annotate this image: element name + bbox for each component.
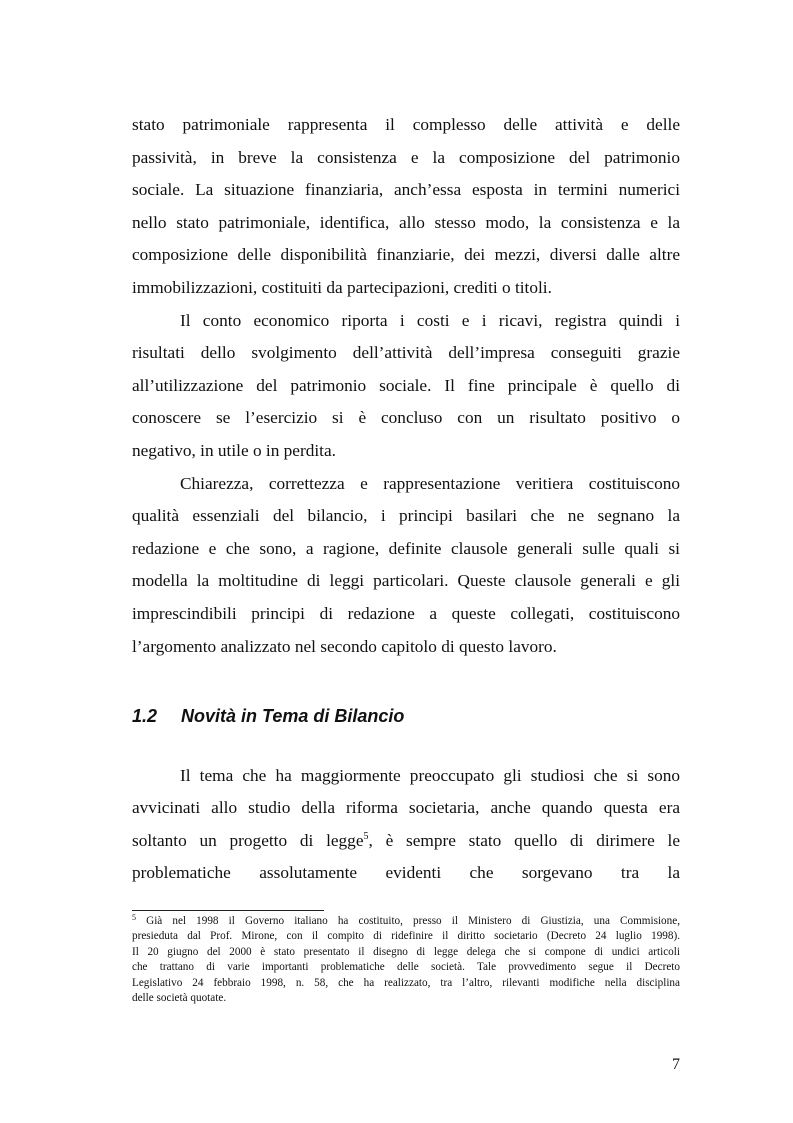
footnote-line [132, 914, 680, 929]
paragraph-1 [132, 109, 680, 305]
footnote-line: presieduta dal Prof. Mirone, con il compito di ridefinire il diritto societario (Decreto 24 luglio 1998). [132, 930, 680, 943]
page-number: 7 [672, 1056, 680, 1073]
paragraph-line: Chiarezza, correttezza e rappresentazione veritiera costituiscono [180, 473, 680, 493]
footnote-reference[interactable]: 5 [363, 830, 369, 842]
paragraph-line: risultati dello svolgimento dell’attività dell’impresa conseguiti grazie [132, 343, 680, 363]
paragraph-line: redazione e che sono, a ragione, definite clausole generali sulle quali si [132, 538, 680, 558]
paragraph-line: modella la moltitudine di leggi particolari. Queste clausole generali e gli [132, 571, 680, 591]
footnote-separator [132, 910, 324, 911]
paragraph-line: qualità essenziali del bilancio, i principi basilari che ne segnano la [132, 506, 680, 526]
text-after-footnote: , è sempre stato quello di dirimere le [368, 830, 680, 850]
paragraph-4 [132, 760, 680, 890]
paragraph-line: imprescindibili principi di redazione a queste collegati, costituiscono [132, 603, 680, 623]
paragraph-3 [132, 468, 680, 664]
footnote-marker: 5 [132, 913, 136, 922]
paragraph-line-with-footnote [132, 825, 680, 858]
footnote [132, 914, 680, 1006]
paragraph-line: conoscere se l’esercizio si è concluso con un risultato positivo o [132, 408, 680, 428]
footnote-line: Legislativo 24 febbraio 1998, n. 58, che ha realizzato, tra l’altro, rilevanti modifiche nella disciplina [132, 976, 680, 989]
paragraph-line: composizione delle disponibilità finanziarie, dei mezzi, diversi dalle altre [132, 245, 680, 265]
paragraph-line: negativo, in utile o in perdita. [132, 440, 336, 460]
paragraph-2 [132, 305, 680, 468]
paragraph-line: all’utilizzazione del patrimonio sociale. Il fine principale è quello di [132, 375, 680, 395]
paragraph-line: nello stato patrimoniale, identifica, allo stesso modo, la consistenza e la [132, 212, 680, 232]
paragraph-line: sociale. La situazione finanziaria, anch’essa esposta in termini numerici [132, 180, 680, 200]
paragraph-line: stato patrimoniale rappresenta il complesso delle attività e delle [132, 115, 680, 134]
footnote-line: Il 20 giugno del 2000 è stato presentato il disegno di legge delega che si compone di undici articoli [132, 945, 680, 958]
footnote-line: che trattano di varie importanti problematiche delle società. Tale provvedimento segue il Decreto [132, 961, 680, 974]
section-heading [132, 706, 404, 727]
text-before-footnote: soltanto un progetto di legge [132, 830, 364, 850]
paragraph-line: l’argomento analizzato nel secondo capitolo di questo lavoro. [132, 636, 557, 656]
section-number: 1.2 [132, 706, 158, 726]
paragraph-line: avvicinati allo studio della riforma societaria, anche quando questa era [132, 798, 680, 818]
paragraph-line: Il tema che ha maggiormente preoccupato gli studiosi che si sono [180, 765, 680, 785]
footnote-text: Già nel 1998 il Governo italiano ha costituito, presso il Ministero di Giustizia, una Commisione, [146, 915, 681, 927]
paragraph-line: passività, in breve la consistenza e la composizione del patrimonio [132, 147, 680, 167]
paragraph-line: immobilizzazioni, costituiti da partecipazioni, crediti o titoli. [132, 277, 552, 297]
footnote-line: delle società quotate. [132, 991, 227, 1004]
paragraph-line: problematiche assolutamente evidenti che sorgevano tra la [132, 863, 680, 883]
section-title: Novità in Tema di Bilancio [181, 706, 405, 726]
paragraph-line: Il conto economico riporta i costi e i ricavi, registra quindi i [180, 310, 680, 330]
